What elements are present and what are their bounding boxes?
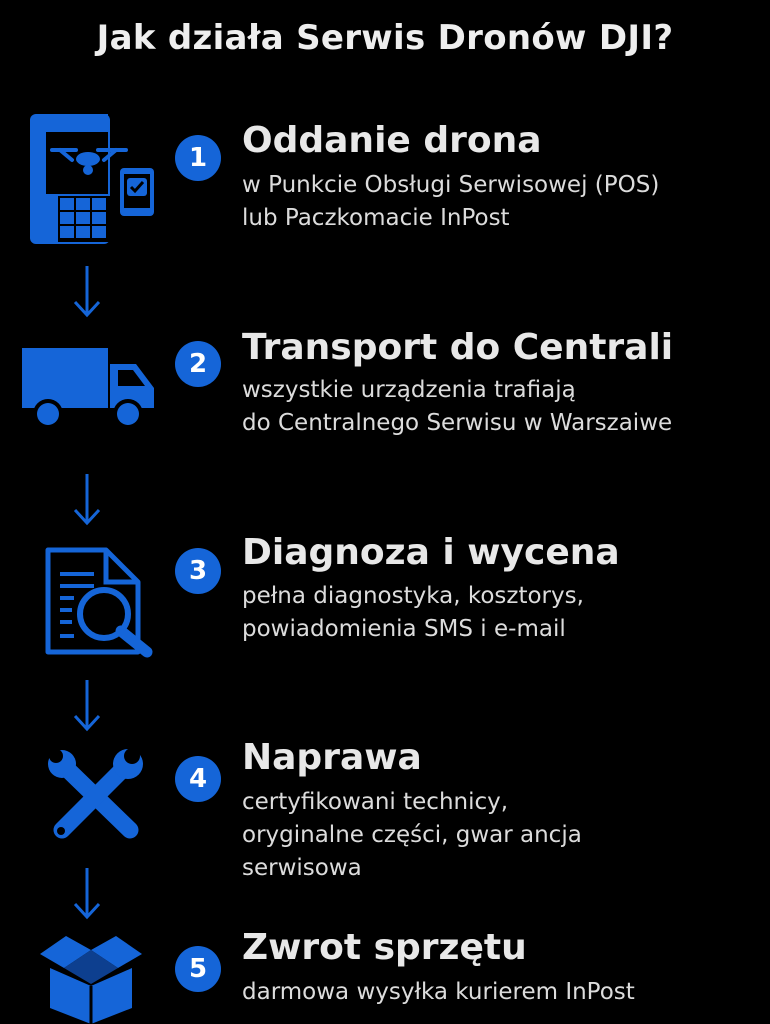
- step-description-line: oryginalne części, gwar ancja: [242, 822, 582, 848]
- step-description: [242, 786, 757, 885]
- tools-icon: [46, 748, 146, 844]
- page-title: Jak działa Serwis Dronów DJI?: [96, 18, 674, 58]
- open-box-icon: [36, 928, 146, 1024]
- step-description-line: lub Paczkomacie InPost: [242, 205, 510, 231]
- step-description-line: powiadomienia SMS i e-mail: [242, 616, 566, 642]
- step-description: [242, 374, 757, 440]
- step-description-line: certyfikowani technicy,: [242, 789, 509, 815]
- arrow-down-icon: [72, 472, 102, 526]
- document-search-icon: [44, 546, 154, 658]
- step-title: Oddanie drona: [242, 120, 542, 161]
- step-number-badge: 4: [175, 756, 221, 802]
- step-description: [242, 169, 757, 235]
- step-title: Zwrot sprzętu: [242, 927, 527, 968]
- step-description-line: serwisowa: [242, 855, 362, 881]
- truck-icon: [20, 342, 160, 432]
- drone-terminal-icon: [28, 112, 158, 247]
- step-number-badge: 5: [175, 946, 221, 992]
- step-description-line: wszystkie urządzenia trafiają: [242, 377, 576, 403]
- step-description-line: w Punkcie Obsługi Serwisowej (POS): [242, 172, 660, 198]
- arrow-down-icon: [72, 264, 102, 318]
- arrow-down-icon: [72, 866, 102, 920]
- step-number-badge: 1: [175, 135, 221, 181]
- step-description-line: darmowa wysyłka kurierem InPost: [242, 979, 635, 1005]
- arrow-down-icon: [72, 678, 102, 732]
- step-description-line: do Centralnego Serwisu w Warszaiwe: [242, 410, 673, 436]
- step-title: Naprawa: [242, 737, 422, 778]
- step-title: Diagnoza i wycena: [242, 532, 620, 573]
- step-description: [242, 976, 757, 1009]
- step-description-line: pełna diagnostyka, kosztorys,: [242, 583, 584, 609]
- step-title: Transport do Centrali: [242, 327, 674, 368]
- step-number-badge: 2: [175, 341, 221, 387]
- step-number-badge: 3: [175, 548, 221, 594]
- step-description: [242, 580, 757, 646]
